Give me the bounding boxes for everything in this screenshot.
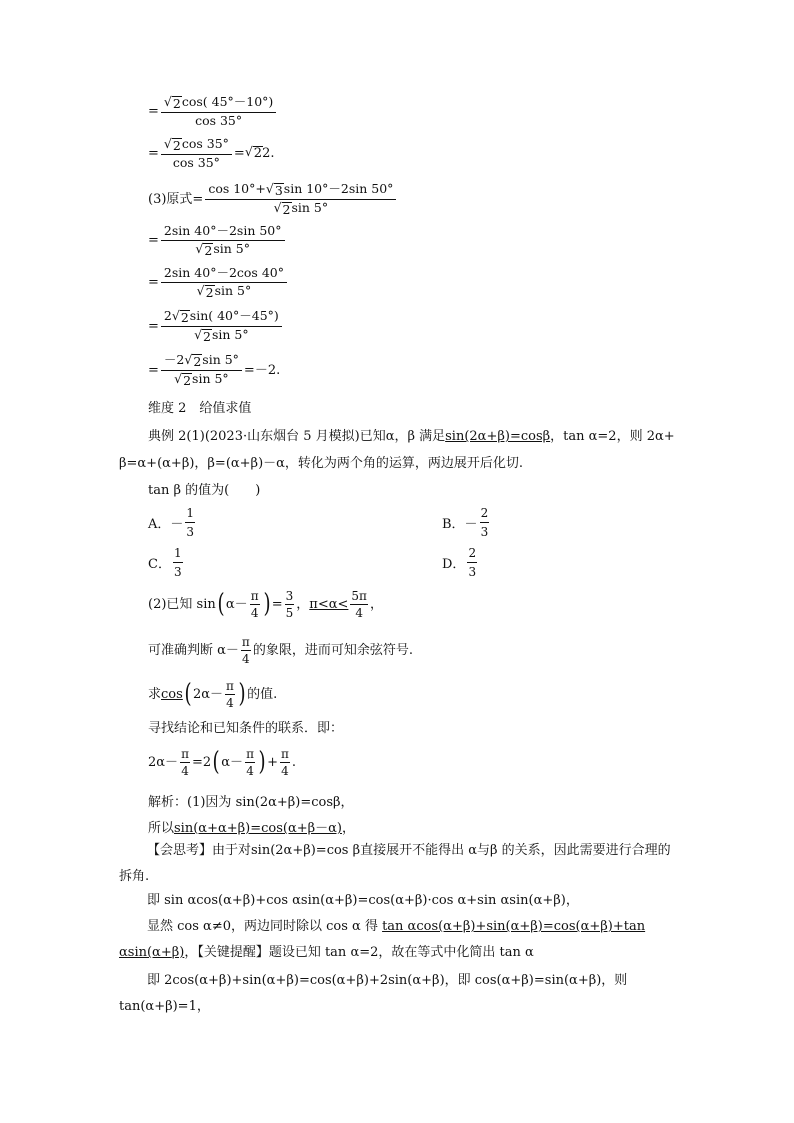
option-a: A．－ $\frac{1}{3}$: [148, 506, 195, 539]
solution-paragraph-4: 即 2cos(α+β)+sin(α+β)=cos(α+β)+2sin(α+β)，即 cos(α+β)=sin(α+β)，则 tan(α+β)=1，: [119, 973, 628, 1014]
fraction: 2sin 40°－2sin 50° √ 2 sin 5°: [161, 225, 285, 257]
section-heading: 维度 2 给值求值: [148, 401, 252, 416]
solution-line-1: 解析 ：(1)因为 sin(2α+β)=cosβ，: [148, 795, 354, 810]
solution-paragraph-2: 即 sin αcos(α+β)+cos αsin(α+β)=cos(α+β)·cos α+sin αsin(α+β)，: [147, 893, 579, 908]
option-b: B．－ $\frac{2}{3}$: [442, 506, 489, 539]
equation-line-6: = 2 √ 2 sin( 40°－45°) √ 2 sin 5°: [148, 310, 284, 343]
example-line-1: 典例 2(1)(2023·山东烟台 5 月模拟)已知α，β 满足 sin(2α+β)=cosβ ，tan α=2，则 2α+: [148, 429, 675, 444]
example-line-2: β=α+(α+β)，β=(α+β)－α，转化为两个角的运算，两边展开后化切.: [119, 456, 524, 471]
part2-line-5: 2α－ $\frac{\pi}{4}$ =2 ( α－ $\frac{\pi}{4}$ ) + $\frac{\pi}{4}$ .: [148, 746, 297, 778]
example-line-3: tan β 的值为( ): [148, 483, 261, 498]
equals-sign: =: [148, 104, 159, 120]
equation-line-1: [148, 96, 278, 128]
fraction: －2 √ 2 sin 5° √ 2 sin 5°: [161, 354, 242, 387]
fraction: √ 2 cos( 45°－10°) cos 35°: [161, 96, 276, 128]
equation-line-2: = √ 2 cos 35° cos 35° = √ 2 2.: [148, 136, 275, 171]
solution-paragraph-3: 显然 cos α≠0，两边同时除以 cos α 得 tan αcos(α+β)+sin(α+β)=cos(α+β)+tan αsin(α+β)，【关键提醒】题设已知 tan α=2，故在等式中化简出 tan α: [119, 919, 646, 960]
fraction: 2 √ 2 sin( 40°－45°) √ 2 sin 5°: [161, 310, 282, 343]
option-c: C． $\frac{1}{3}$: [148, 546, 182, 579]
fraction: cos 10°+ √ 3 sin 10°－2sin 50° √ 2 sin 5°: [205, 183, 396, 216]
part2-line-1: (2)已知 sin ( α－ $\frac{\pi}{4}$ ) = $\frac{3}{5}$ ， π<α< $\frac{5\pi}{4}$ ，: [148, 588, 383, 620]
part2-line-4: 寻找结论和已知条件的联系．即：: [148, 721, 344, 736]
fraction: 2sin 40°－2cos 40° √ 2 sin 5°: [161, 267, 287, 299]
solution-paragraph-1: 【会思考】由于对sin(2α+β)=cos β直接展开不能得出 α与β 的关系，因此需要进行合理的拆角.: [119, 843, 671, 884]
sqrt-symbol: √: [163, 94, 172, 109]
equation-line-3: (3)原式= cos 10°+ √ 3 sin 10°－2sin 50° √ 2 sin 5°: [148, 183, 398, 216]
equation-line-7: = －2 √ 2 sin 5° √ 2 sin 5° =－2.: [148, 352, 281, 389]
option-d: D． $\frac{2}{3}$: [442, 546, 477, 579]
equation-line-5: = 2sin 40°－2cos 40° √ 2 sin 5°: [148, 267, 289, 299]
part2-line-3: 求 cos ( 2α－ $\frac{\pi}{4}$ ) 的值.: [148, 678, 278, 710]
part2-line-2: 可准确判断 α－ $\frac{\pi}{4}$ 的象限，进而可知余弦符号.: [148, 635, 413, 666]
equation-line-4: = 2sin 40°－2sin 50° √ 2 sin 5°: [148, 225, 287, 257]
solution-line-2: 所以 sin(α+α+β)=cos(α+β－α) ，: [148, 821, 356, 836]
fraction: √ 2 cos 35° cos 35°: [161, 138, 232, 170]
